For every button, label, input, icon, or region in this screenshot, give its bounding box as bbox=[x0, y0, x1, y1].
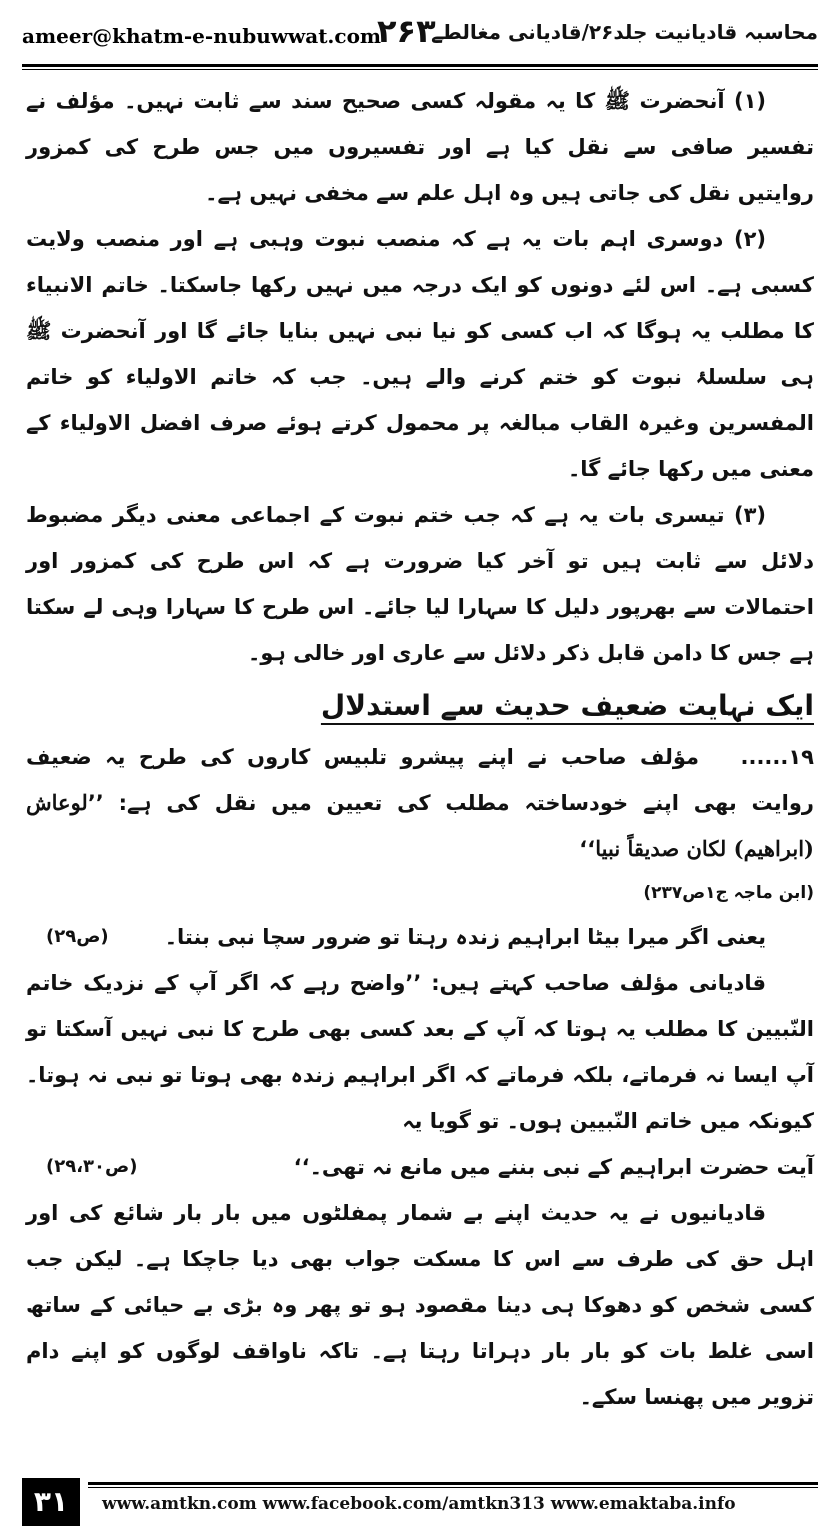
paragraph-claim: قادیانی مؤلف صاحب کہتے ہیں: ’’واضح رہے کہ اگر آپ کے نزدیک خاتم النّبیین کا مطلب یہ ہوتا کہ آپ کے بعد کسی بھی طرح کا نبی نہیں آسکتا تو آپ ایسا نہ فرماتے، بلکہ فرماتے کہ اگر ابراہیم زندہ بھی ہوتا تو نبی نہ ہوتا۔ کیونکہ میں خاتم النّبیین ہوں۔ تو گویا یہ bbox=[26, 971, 814, 1133]
paragraph-3: (۳) تیسری بات یہ ہے کہ جب ختم نبوت کے اجماعی معنی دیگر مضبوط دلائل سے ثابت ہیں تو آخر کیا ضرورت ہے کہ اس طرح کی کمزور اور احتمالات سے بھرپور دلیل کا سہارا لیا جائے۔ اس طرح کا سہارا وہی لے سکتا ہے جس کا دامن قابل ذکر دلائل سے عاری اور خالی ہو۔ bbox=[26, 503, 814, 665]
paragraph-19 bbox=[26, 734, 814, 872]
paragraph-19-text: مؤلف صاحب نے اپنے پیشرو تلبیس کاروں کی طرح یہ ضعیف روایت بھی اپنے خودساختہ مطلب کی تعیین میں نقل کی ہے: ’’ bbox=[26, 745, 814, 815]
translation-reference: (ص۲۹) bbox=[46, 926, 109, 947]
footer-website-links[interactable]: www.amtkn.com www.facebook.com/amtkn313 www.emaktaba.info bbox=[102, 1494, 736, 1514]
header-divider bbox=[22, 64, 818, 67]
translation-line bbox=[26, 914, 814, 960]
hadith-quote: لوعاش (ابراھیم) لکان صدیقاً نبیا bbox=[26, 790, 814, 861]
header-page-number: ۲۶۳ bbox=[377, 12, 436, 50]
paragraph-2: (۲) دوسری اہم بات یہ ہے کہ منصب نبوت وہبی ہے اور منصب ولایت کسبی ہے۔ اس لئے دونوں کو ایک درجہ میں نہیں رکھا جاسکتا۔ خاتم الانبیاء کا مطلب یہ ہوگا کہ اب کسی کو نیا نبی نہیں بنایا جائے گا اور آنحضرت ﷺ ہی سلسلۂ نبوت کو ختم کرنے والے ہیں۔ جب کہ خاتم الاولیاء کو خاتم المفسرین وغیرہ القاب مبالغہ پر محمول کرتے ہوئے صرف افضل الاولیاء کے معنی میں رکھا جائے گا۔ bbox=[26, 227, 814, 481]
paragraph-response: قادیانیوں نے یہ حدیث اپنے بے شمار پمفلٹوں میں بار بار شائع کی اور اہل حق کی طرف سے اس کا مسکت جواب بھی دیا جاچکا ہے۔ لیکن جب کسی شخص کو دھوکا ہی دینا مقصود ہو تو پھر وہ بڑی بے حیائی کے ساتھ اسی غلط بات کو بار بار دہراتا رہتا ہے۔ تاکہ ناواقف لوگوں کو اپنے دام تزویر میں پھنسا سکے۔ bbox=[26, 1201, 814, 1409]
section-heading: ایک نہایت ضعیف حدیث سے استدلال bbox=[320, 689, 814, 722]
page-body bbox=[26, 78, 814, 1420]
page-footer bbox=[22, 1478, 818, 1526]
paragraph-number: ۱۹...... bbox=[740, 745, 814, 769]
footer-divider-thin bbox=[88, 1487, 818, 1488]
hadith-reference: (ابن ماجہ ج۱ص۲۳۷) bbox=[643, 883, 814, 903]
claim-reference: (ص۲۹،۳۰) bbox=[46, 1156, 138, 1177]
header-email-link[interactable]: ameer@khatm-e-nubuwwat.com bbox=[22, 24, 382, 48]
quote-close: ‘‘ bbox=[579, 837, 596, 861]
header-book-title: محاسبہ قادیانیت جلد۲۶/قادیانی مغالطے bbox=[431, 20, 818, 44]
header-divider-thin bbox=[22, 69, 818, 70]
page-header bbox=[22, 14, 818, 62]
footer-page-number: ۳۱ bbox=[22, 1478, 80, 1526]
translation-text: یعنی اگر میرا بیٹا ابراہیم زندہ رہتا تو ضرور سچا نبی بنتا۔ bbox=[164, 925, 766, 949]
footer-divider bbox=[88, 1482, 818, 1485]
claim-last-text: آیت حضرت ابراہیم کے نبی بننے میں مانع نہ تھی۔‘‘ bbox=[293, 1155, 814, 1179]
paragraph-1: (۱) آنحضرت ﷺ کا یہ مقولہ کسی صحیح سند سے ثابت نہیں۔ مؤلف نے تفسیر صافی سے نقل کیا ہے اور تفسیروں میں جس طرح کی کمزور روایتیں نقل کی جاتی ہیں وہ اہل علم سے مخفی نہیں ہے۔ bbox=[26, 89, 814, 205]
claim-last-line bbox=[26, 1144, 814, 1190]
